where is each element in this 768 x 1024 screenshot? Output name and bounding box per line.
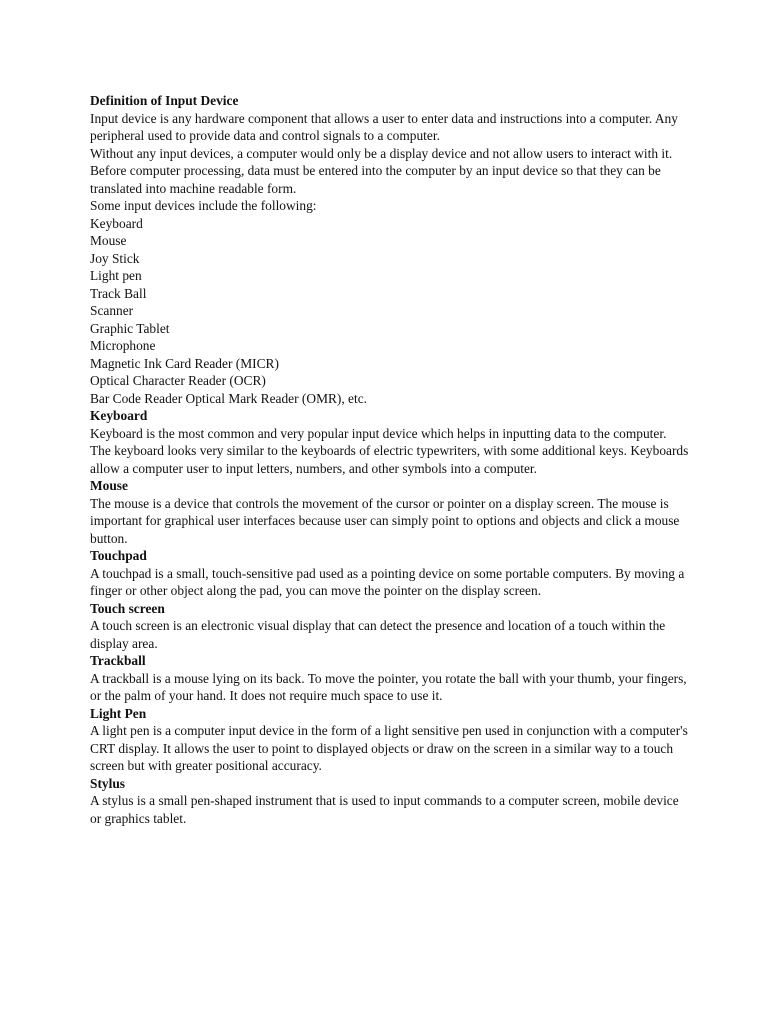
intro-paragraph: Without any input devices, a computer would only be a display device and not allow users to interact with it. Before computer processing, data must be entered into the computer by an input device so that they can be translated into machine readable form. — [90, 145, 673, 196]
section-heading-stylus: Stylus — [90, 775, 125, 791]
section-text-stylus: A stylus is a small pen-shaped instrument that is used to input commands to a computer screen, mobile device or graphics tablet. — [90, 793, 679, 826]
section-heading-mouse: Mouse — [90, 478, 128, 493]
list-item: Keyboard — [90, 215, 143, 231]
intro-paragraph: Input device is any hardware component that allows a user to enter data and instructions into a computer. Any peripheral used to provide data and control signals to a computer. — [90, 110, 678, 143]
list-item: Track Ball — [90, 285, 147, 301]
section-heading-keyboard: Keyboard — [90, 408, 148, 423]
section-text-keyboard: Keyboard is the most common and very popular input device which helps in inputting data to the computer. The keyboard looks very similar to the keyboards of electric typewriters, with some additional keys. Keyboards allow a computer user to input letters, numbers, and other symbols into a computer. — [90, 425, 689, 476]
list-item: Graphic Tablet — [90, 320, 170, 336]
section-text-trackball: A trackball is a mouse lying on its back. To move the pointer, you rotate the ball with your thumb, your fingers, or the palm of your hand. It does not require much space to use it. — [90, 670, 687, 703]
section-heading-touchpad: Touchpad — [90, 548, 147, 563]
input-device-list — [90, 215, 690, 408]
intro-heading: Definition of Input Device — [90, 93, 239, 108]
list-item: Microphone — [90, 338, 156, 353]
section-text-touch-screen: A touch screen is an electronic visual display that can detect the presence and location of a touch within the display area. — [90, 618, 666, 651]
section-heading-light-pen: Light Pen — [90, 705, 147, 721]
section-text-light-pen: A light pen is a computer input device in the form of a light sensitive pen used in conjunction with a computer's CRT display. It allows the user to point to displayed objects or draw on the screen in a similar way to a touch screen but with greater positional accuracy. — [90, 723, 688, 773]
list-item: Mouse — [90, 233, 127, 248]
list-item: Joy Stick — [90, 250, 140, 266]
section-heading-trackball: Trackball — [90, 653, 146, 668]
list-item: Light pen — [90, 268, 142, 283]
list-item: Scanner — [90, 303, 134, 318]
section-heading-touch-screen: Touch screen — [90, 600, 165, 616]
list-item: Magnetic Ink Card Reader (MICR) — [90, 355, 279, 371]
list-item: Optical Character Reader (OCR) — [90, 373, 266, 388]
list-item: Bar Code Reader Optical Mark Reader (OMR), etc. — [90, 390, 368, 406]
section-text-touchpad: A touchpad is a small, touch-sensitive pad used as a pointing device on some portable computers. By moving a finger or other object along the pad, you can move the pointer on the display screen. — [90, 565, 685, 598]
intro-paragraph: Some input devices include the following: — [90, 198, 317, 213]
document-page — [90, 92, 690, 827]
section-text-mouse: The mouse is a device that controls the movement of the cursor or pointer on a display screen. The mouse is important for graphical user interfaces because user can simply point to options and objects and click a mouse button. — [90, 495, 680, 546]
